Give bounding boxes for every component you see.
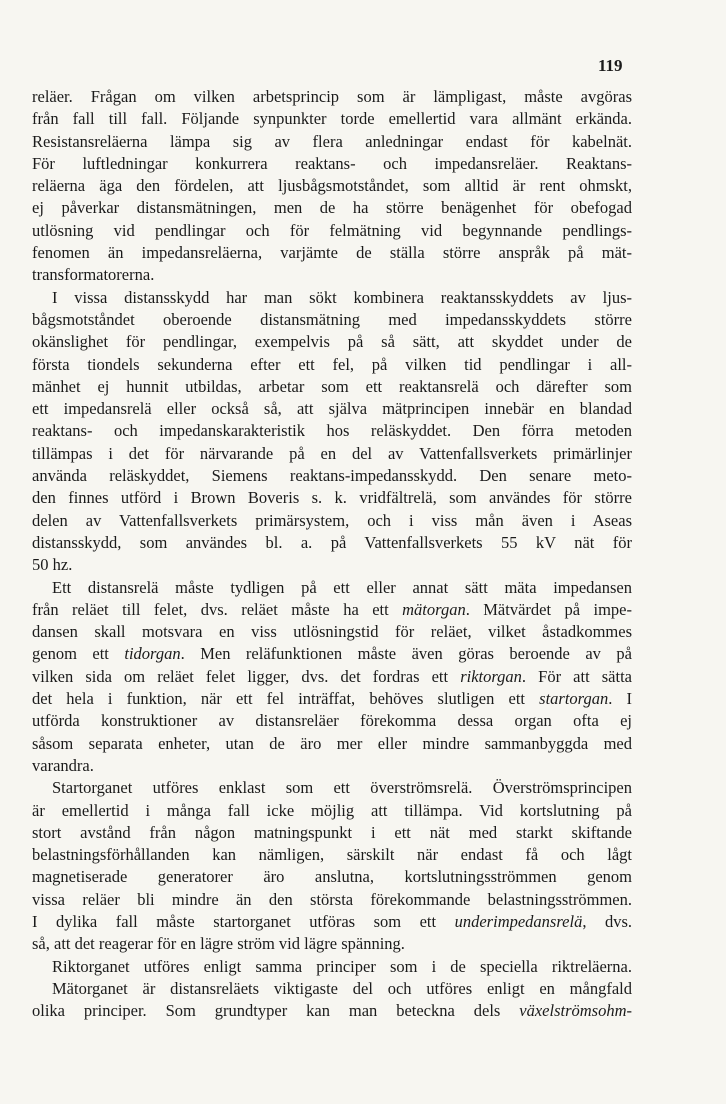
text-line (32, 532, 632, 554)
text-run: . Mätvärdet på impe- (465, 599, 633, 619)
text-line (32, 844, 632, 866)
text-line (32, 465, 632, 487)
text-run: vilken sida om reläet felet ligger, dvs. det fordras ett (32, 666, 461, 686)
text-line (32, 510, 632, 532)
text-line (32, 554, 632, 576)
italic-term: underimpedansrelä (454, 911, 583, 931)
text-run: den finnes utförd i Brown Boveris s. k. vridfältrelä, som användes för större (32, 488, 632, 508)
text-run: såsom separata enheter, utan de äro mer eller mindre sammanbyggda med (32, 733, 632, 753)
text-line (32, 889, 632, 911)
text-run: utlösning vid pendlingar och för felmätning vid begynnande pendlings- (32, 220, 632, 240)
text-run: utförda konstruktioner av distansreläer förekomma dessa organ ofta ej (32, 711, 632, 731)
text-line (32, 175, 632, 197)
text-line (32, 309, 632, 331)
text-run: från fall till fall. Följande synpunkter torde emellertid vara allmänt erkända. (32, 109, 632, 129)
page-number: 119 (598, 56, 623, 75)
text-line (32, 220, 632, 242)
text-line (32, 621, 632, 643)
text-run: magnetiserade generatorer äro anslutna, kortslutningsströmmen genom (32, 867, 632, 887)
text-line (32, 108, 632, 130)
text-run: ett impedansrelä eller också så, att själva mätprincipen innebär en blandad (32, 399, 632, 419)
text-run: Mätorganet är distansreläets viktigaste del och utföres enligt en mångfald (52, 978, 632, 998)
text-run: bågsmotståndet oberoende distansmätning med impedansskyddets större (32, 309, 632, 329)
text-line (32, 242, 632, 264)
text-line (32, 777, 632, 799)
italic-term: riktorgan (460, 666, 522, 686)
text-line (32, 398, 632, 420)
text-run: det hela i funktion, när ett fel inträffat, behöves slutligen ett (32, 689, 540, 709)
text-line (32, 800, 632, 822)
text-run: För luftledningar konkurrera reaktans- och impedansreläer. Reaktans- (32, 153, 632, 173)
text-run: Resistansreläerna lämpa sig av flera anledningar endast för kabelnät. (32, 131, 632, 151)
text-line (32, 643, 632, 665)
text-run: varandra. (32, 755, 94, 775)
text-run: genom ett (32, 644, 125, 664)
text-line (32, 978, 632, 1000)
text-line (32, 710, 632, 732)
text-run: använda reläskyddet, Siemens reaktans-impedansskydd. Den senare meto- (32, 466, 632, 486)
text-line (32, 866, 632, 888)
text-line (32, 733, 632, 755)
text-run: är emellertid i många fall icke möjlig att tillämpa. Vid kortslutning på (32, 800, 632, 820)
text-run: vissa reläer bli mindre än den största förekommande belastningsströmmen. (32, 889, 632, 909)
text-run: . Men reläfunktionen måste även göras beroende av på (180, 644, 632, 664)
text-line (32, 443, 632, 465)
text-run: fenomen än impedansreläerna, varjämte de ställa större anspråk på mät- (32, 243, 632, 263)
text-line (32, 822, 632, 844)
text-run: . För att sätta (521, 666, 632, 686)
text-run: stort avstånd från någon matningspunkt i ett nät med starkt skiftande (32, 822, 632, 842)
text-line (32, 86, 632, 108)
text-line (32, 153, 632, 175)
text-line (32, 666, 632, 688)
text-run: reläer. Frågan om vilken arbetsprincip som är lämpligast, måste avgöras (32, 87, 632, 106)
text-line (32, 331, 632, 353)
text-run: dansen skall motsvara en viss utlösningstid för reläet, vilket åstadkommes (32, 622, 632, 642)
text-line (32, 197, 632, 219)
text-line (32, 1000, 632, 1022)
text-line (32, 487, 632, 509)
text-run: 50 hz. (32, 555, 73, 575)
text-run: olika principer. Som grundtyper kan man beteckna dels (32, 1001, 520, 1021)
text-line (32, 420, 632, 442)
text-line (32, 264, 632, 286)
text-run: reaktans- och impedanskarakteristik hos reläskyddet. Den förra metoden (32, 421, 632, 441)
text-run: I dylika fall måste startorganet utföras som ett (32, 911, 455, 931)
text-line (32, 354, 632, 376)
text-line (32, 911, 632, 933)
italic-term: tidorgan (124, 644, 181, 664)
text-line (32, 577, 632, 599)
text-run: från reläet till felet, dvs. reläet måste ha ett (32, 599, 403, 619)
text-run: så, att det reagerar för en lägre ström vid lägre spänning. (32, 934, 405, 954)
italic-term: startorgan (539, 689, 609, 709)
body-text (32, 86, 632, 1022)
text-line (32, 956, 632, 978)
text-run: . I (608, 689, 632, 709)
text-run: , dvs. (582, 911, 632, 931)
text-run: tillämpas i det för närvarande på en del av Vattenfallsverkets primärlinjer (32, 443, 632, 463)
text-run: I vissa distansskydd har man sökt kombinera reaktansskyddets av ljus- (52, 287, 632, 307)
text-run: delen av Vattenfallsverkets primärsystem, och i viss mån även i Aseas (32, 510, 632, 530)
text-line (32, 131, 632, 153)
text-run: reläerna äga den fördelen, att ljusbågsmotståndet, som alltid är rent ohmskt, (32, 176, 632, 196)
text-line (32, 599, 632, 621)
text-run: distansskydd, som användes bl. a. på Vattenfallsverkets 55 kV nät för (32, 532, 632, 552)
text-run: okänslighet för pendlingar, exempelvis på så sätt, att skyddet under de (32, 332, 632, 352)
text-line (32, 376, 632, 398)
text-run: ej påverkar distansmätningen, men de ha större benägenhet för obefogad (32, 198, 632, 218)
text-run: första tiondels sekunderna efter ett fel, på vilken tid pendlingar i all- (32, 354, 632, 374)
text-run: Riktorganet utföres enligt samma principer som i de speciella riktreläerna. (52, 956, 632, 976)
text-line (32, 933, 632, 955)
text-line (32, 755, 632, 777)
text-line (32, 688, 632, 710)
text-line (32, 287, 632, 309)
italic-term: mätorgan (402, 599, 466, 619)
text-run: belastningsförhållanden kan nämligen, särskilt när endast få och lågt (32, 845, 632, 865)
text-run: Ett distansrelä måste tydligen på ett eller annat sätt mäta impedansen (52, 577, 632, 597)
text-run: mänhet ej hunnit utbildas, arbetar som ett reaktansrelä och därefter som (32, 376, 632, 396)
text-run: transformatorerna. (32, 265, 155, 285)
text-run: Startorganet utföres enklast som ett överströmsrelä. Överströmsprincipen (52, 778, 632, 798)
italic-term: växelströmsohm- (519, 1001, 632, 1021)
